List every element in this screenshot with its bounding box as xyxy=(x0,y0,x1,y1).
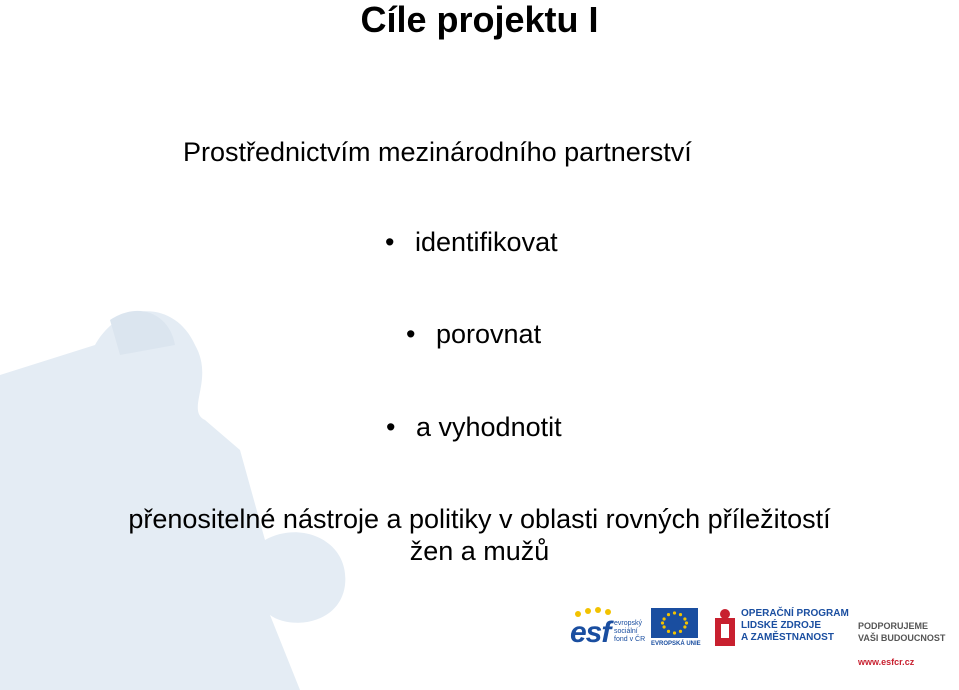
esf-logo xyxy=(568,606,646,654)
bullet-item xyxy=(406,318,541,350)
bullet-text: porovnat xyxy=(436,319,542,349)
op-logo xyxy=(713,606,863,654)
bullet-icon: • xyxy=(406,319,416,349)
op-caption: OPERAČNÍ PROGRAM LIDSKÉ ZDROJE A ZAMĚSTNANOST xyxy=(741,608,849,643)
eu-caption: EVROPSKÁ UNIE xyxy=(651,641,701,647)
esf-url: www.esfcr.cz xyxy=(858,657,915,667)
bullet-text: a vyhodnotit xyxy=(416,412,562,442)
bullet-icon: • xyxy=(385,227,395,257)
eu-logo xyxy=(651,608,701,652)
slide-title: Cíle projektu I xyxy=(360,0,599,40)
bullet-item xyxy=(386,411,562,443)
bullet-icon: • xyxy=(386,412,396,442)
closing-line-2: žen a mužů xyxy=(409,536,550,566)
intro-text: Prostřednictvím mezinárodního partnerství xyxy=(183,137,692,167)
slogan-text: PODPORUJEME VAŠI BUDOUCNOST xyxy=(858,621,946,643)
logo-bar xyxy=(568,606,954,667)
bullet-text: identifikovat xyxy=(415,227,558,257)
esf-caption: evropský sociální fond v ČR xyxy=(614,620,646,643)
closing-text xyxy=(0,503,959,567)
esf-wordmark: esf xyxy=(570,616,611,649)
bullet-item xyxy=(385,226,558,258)
op-figure-icon xyxy=(713,608,737,648)
slogan-logo xyxy=(858,608,958,680)
closing-line-1: přenositelné nástroje a politiky v oblasti rovných příležitostí xyxy=(128,504,831,534)
eu-flag-icon xyxy=(651,608,698,638)
